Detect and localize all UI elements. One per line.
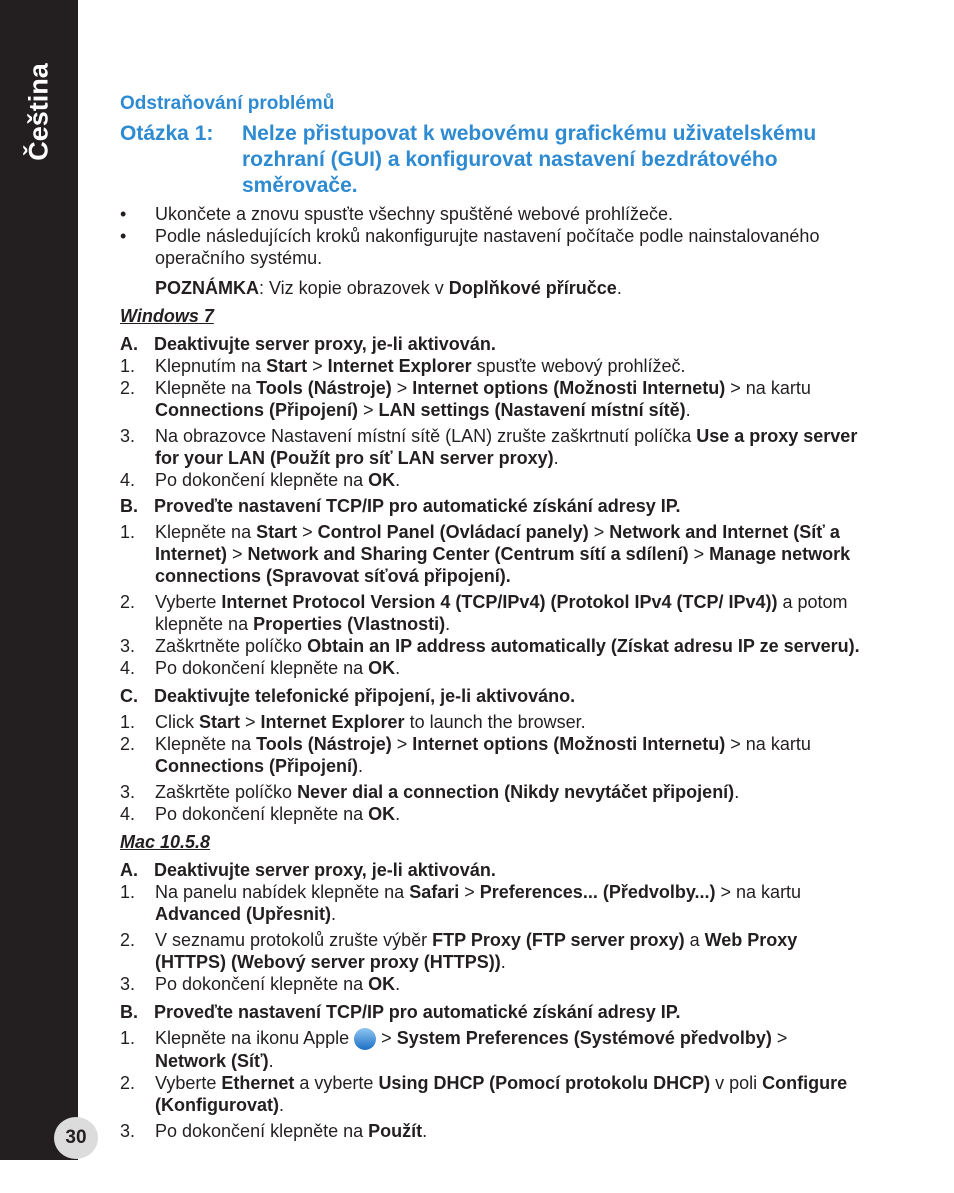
step-heading: B. Proveďte nastavení TCP/IP pro automatické získání adresy IP. bbox=[120, 496, 681, 516]
question-label: Otázka 1: bbox=[120, 122, 214, 145]
apple-logo-icon bbox=[354, 1028, 376, 1050]
list-item: 2. Klepněte na Tools (Nástroje) > Internet options (Možnosti Internetu) > na kartu Connections (Připojení). bbox=[120, 734, 811, 776]
list-item: 1. Na panelu nabídek klepněte na Safari > Preferences... (Předvolby...) > na kartu Advanced (Upřesnit). bbox=[120, 882, 802, 924]
list-item: 3. Zaškrtěte políčko Never dial a connection (Nikdy nevytáčet připojení). bbox=[120, 782, 740, 802]
step-heading: A. Deaktivujte server proxy, je-li aktivován. bbox=[120, 334, 496, 354]
language-tab-label: Čeština bbox=[23, 63, 54, 161]
list-item: 4. Po dokončení klepněte na OK. bbox=[120, 804, 401, 824]
list-item: 3. Po dokončení klepněte na Použít. bbox=[120, 1121, 428, 1142]
list-item: 2. Vyberte Ethernet a vyberte Using DHCP (Pomocí protokolu DHCP) v poli Configure (Konfigurovat). bbox=[120, 1073, 848, 1116]
list-item: 1. Klepněte na ikonu Apple > System Preferences (Systémové předvolby) > Network (Síť). bbox=[120, 1028, 788, 1072]
step-heading: C. Deaktivujte telefonické připojení, je-li aktivováno. bbox=[120, 686, 576, 706]
step-heading: A. Deaktivujte server proxy, je-li aktivován. bbox=[120, 860, 496, 880]
language-side-tab bbox=[0, 0, 78, 1160]
section-title: Odstraňování problémů bbox=[120, 93, 335, 114]
note: POZNÁMKA: Viz kopie obrazovek v Doplňkové příručce. bbox=[155, 278, 622, 298]
page-number: 30 bbox=[54, 1117, 98, 1159]
list-item: 2. Vyberte Internet Protocol Version 4 (TCP/IPv4) (Protokol IPv4 (TCP/ IPv4)) a potom klepněte na Properties (Vlastnosti). bbox=[120, 592, 848, 634]
list-item: 1. Klepněte na Start > Control Panel (Ovládací panely) > Network and Internet (Síť a Internet) > Network and Sharing Center (Centrum sítí a sdílení) > Manage network connections (Spravovat síťová připojení). bbox=[120, 522, 851, 586]
mac-heading: Mac 10.5.8 bbox=[120, 832, 211, 852]
step-heading: B. Proveďte nastavení TCP/IP pro automatické získání adresy IP. bbox=[120, 1002, 681, 1022]
bullet-item: • Podle následujících kroků nakonfigurujte nastavení počítače podle nainstalovaného operačního systému. bbox=[120, 225, 860, 269]
list-item: 3. Po dokončení klepněte na OK. bbox=[120, 974, 401, 994]
list-item: 1. Click Start > Internet Explorer to launch the browser. bbox=[120, 712, 586, 732]
bullet-item: • Ukončete a znovu spusťte všechny spuštěné webové prohlížeče. bbox=[120, 203, 860, 225]
page-content bbox=[120, 93, 860, 1142]
list-item: 1. Klepnutím na Start > Internet Explorer spusťte webový prohlížeč. bbox=[120, 356, 686, 376]
list-item: 4. Po dokončení klepněte na OK. bbox=[120, 470, 401, 490]
list-item: 4. Po dokončení klepněte na OK. bbox=[120, 658, 401, 678]
list-item: 2. Klepněte na Tools (Nástroje) > Internet options (Možnosti Internetu) > na kartu Connections (Připojení) > LAN settings (Nastavení místní sítě). bbox=[120, 378, 811, 420]
list-item: 3. Na obrazovce Nastavení místní sítě (LAN) zrušte zaškrtnutí políčka Use a proxy server for your LAN (Použít pro síť LAN server proxy). bbox=[120, 426, 858, 468]
windows7-heading: Windows 7 bbox=[120, 306, 214, 326]
list-item: 2. V seznamu protokolů zrušte výběr FTP Proxy (FTP server proxy) a Web Proxy (HTTPS) (Webový server proxy (HTTPS)). bbox=[120, 930, 798, 972]
list-item: 3. Zaškrtněte políčko Obtain an IP address automatically (Získat adresu IP ze serveru). bbox=[120, 636, 860, 656]
question-text: Nelze přistupovat k webovému grafickému uživatelskému rozhraní (GUI) a konfigurovat nastavení bezdrátového směrovače. bbox=[242, 122, 817, 197]
question-heading bbox=[120, 121, 860, 199]
